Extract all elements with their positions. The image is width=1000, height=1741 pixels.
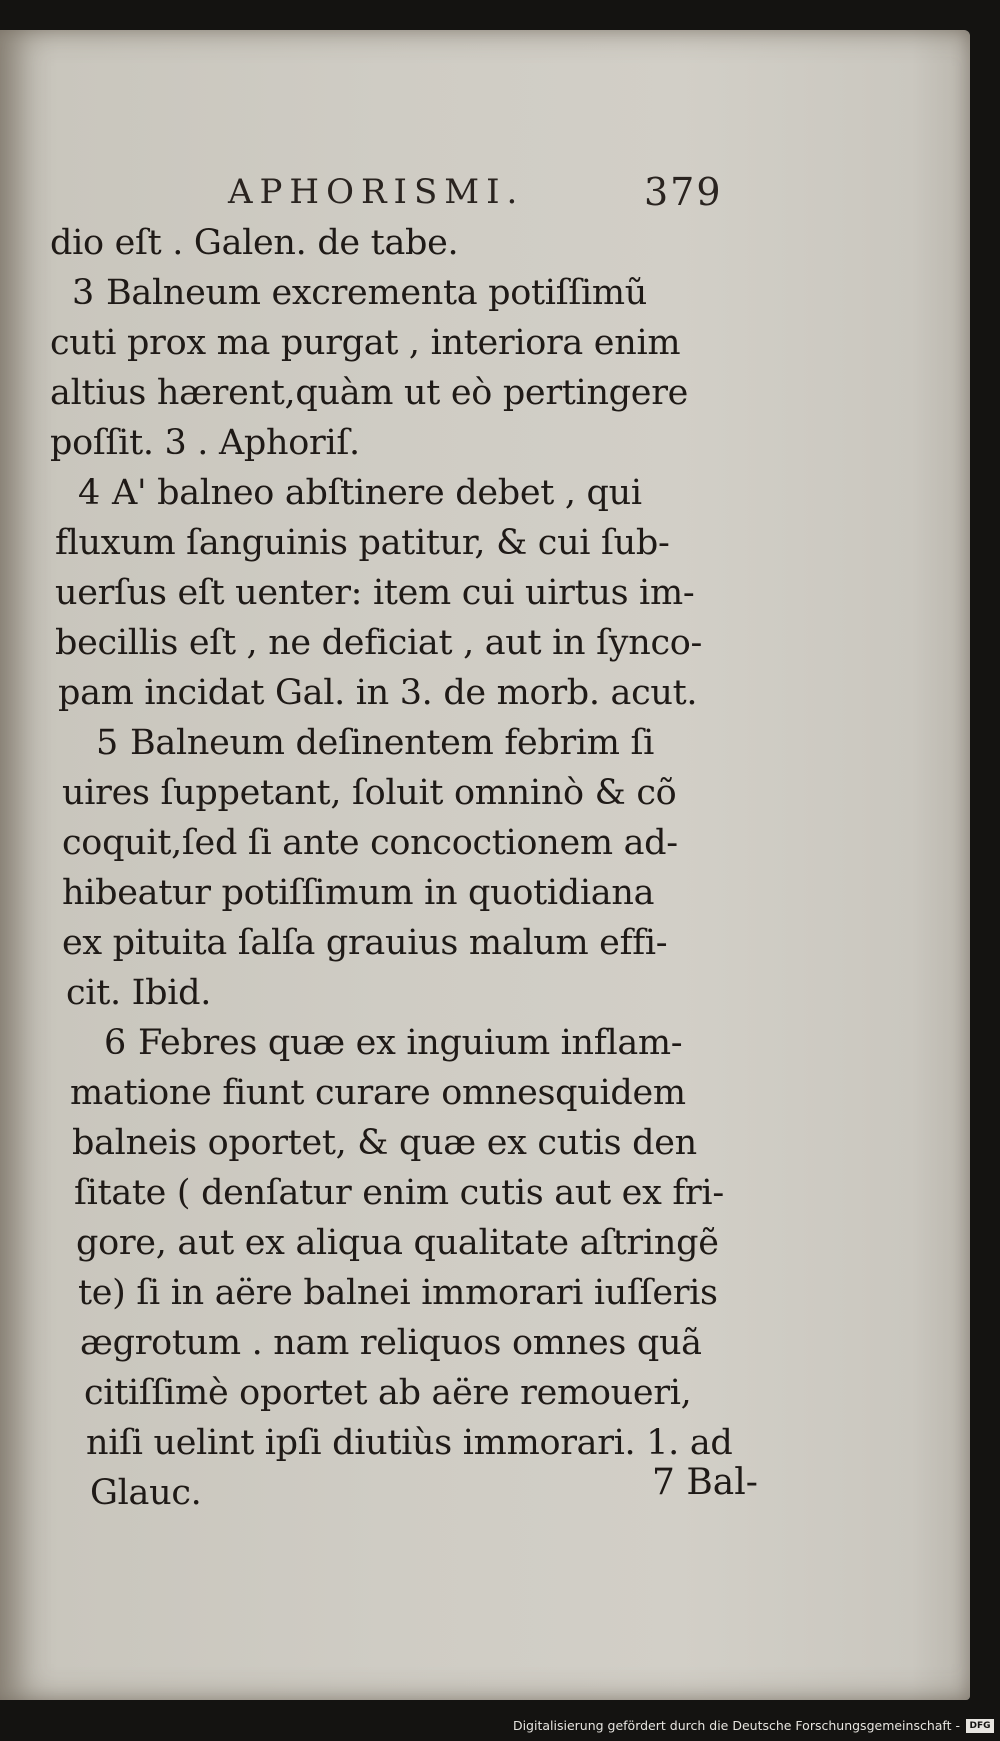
aphorism-number: 5 <box>96 723 118 763</box>
aphorism-number: 6 <box>104 1023 126 1063</box>
text-line: ex pituita ſalſa grauius malum effi- <box>62 923 668 963</box>
running-title: APHORISMI. <box>228 172 525 212</box>
text-line: citiſſimè oportet ab aëre remoueri, <box>84 1373 692 1413</box>
aphorism-number: 3 <box>72 273 94 313</box>
text-line: ægrotum . nam reliquos omnes quã <box>80 1323 702 1363</box>
text-line: gore, aut ex aliqua qualitate aſtringẽ <box>76 1223 719 1263</box>
footer-bar <box>0 1715 1000 1741</box>
aphorism-number: 4 <box>78 473 100 513</box>
text-line: 4 A' balneo abſtinere debet , qui <box>78 473 642 513</box>
text-line: pam incidat Gal. in 3. de morb. acut. <box>58 673 698 713</box>
text-line: fluxum ſanguinis patitur, & cui ſub- <box>55 523 670 563</box>
text-line: hibeatur potiſſimum in quotidiana <box>62 873 655 913</box>
text-line: niſi uelint ipſi diutiùs immorari. 1. ad <box>86 1423 733 1463</box>
text-line: uerſus eſt uenter: item cui uirtus im- <box>55 573 695 613</box>
text-line: ſitate ( denſatur enim cutis aut ex fri- <box>74 1173 724 1213</box>
text-line: 3 Balneum excrementa potiſſimũ <box>72 273 648 313</box>
text-line: cuti prox ma purgat , interiora enim <box>50 323 681 363</box>
text-line: 6 Febres quæ ex inguium inflam- <box>104 1023 683 1063</box>
catchword: 7 Bal- <box>652 1462 758 1503</box>
text-line: cit. Ibid. <box>66 973 212 1013</box>
text-line: 5 Balneum deſinentem febrim ſi <box>96 723 655 763</box>
text-line: coquit,ſed ſi ante concoctionem ad- <box>62 823 678 863</box>
text-line: uires ſuppetant, ſoluit omninò & cõ <box>62 773 677 813</box>
text-line: altius hærent,quàm ut eò pertingere <box>50 373 689 413</box>
text-line: poſſit. 3 . Aphoriſ. <box>50 423 360 463</box>
text-line: becillis eſt , ne deficiat , aut in ſynco- <box>55 623 703 663</box>
text-line: te) ſi in aëre balnei immorari iuſſeris <box>78 1273 718 1313</box>
text-line: matione fiunt curare omnesquidem <box>70 1073 686 1113</box>
page-number: 379 <box>644 170 723 214</box>
text-line: balneis oportet, & quæ ex cutis den <box>72 1123 697 1163</box>
page-header <box>0 172 1000 212</box>
dfg-logo-icon: DFG <box>966 1719 994 1733</box>
text-line: Glauc. <box>90 1473 202 1513</box>
digitization-credit: Digitalisierung gefördert durch die Deutsche Forschungsgemeinschaft - <box>512 1718 960 1733</box>
text-line: dio eſt . Galen. de tabe. <box>50 223 459 263</box>
